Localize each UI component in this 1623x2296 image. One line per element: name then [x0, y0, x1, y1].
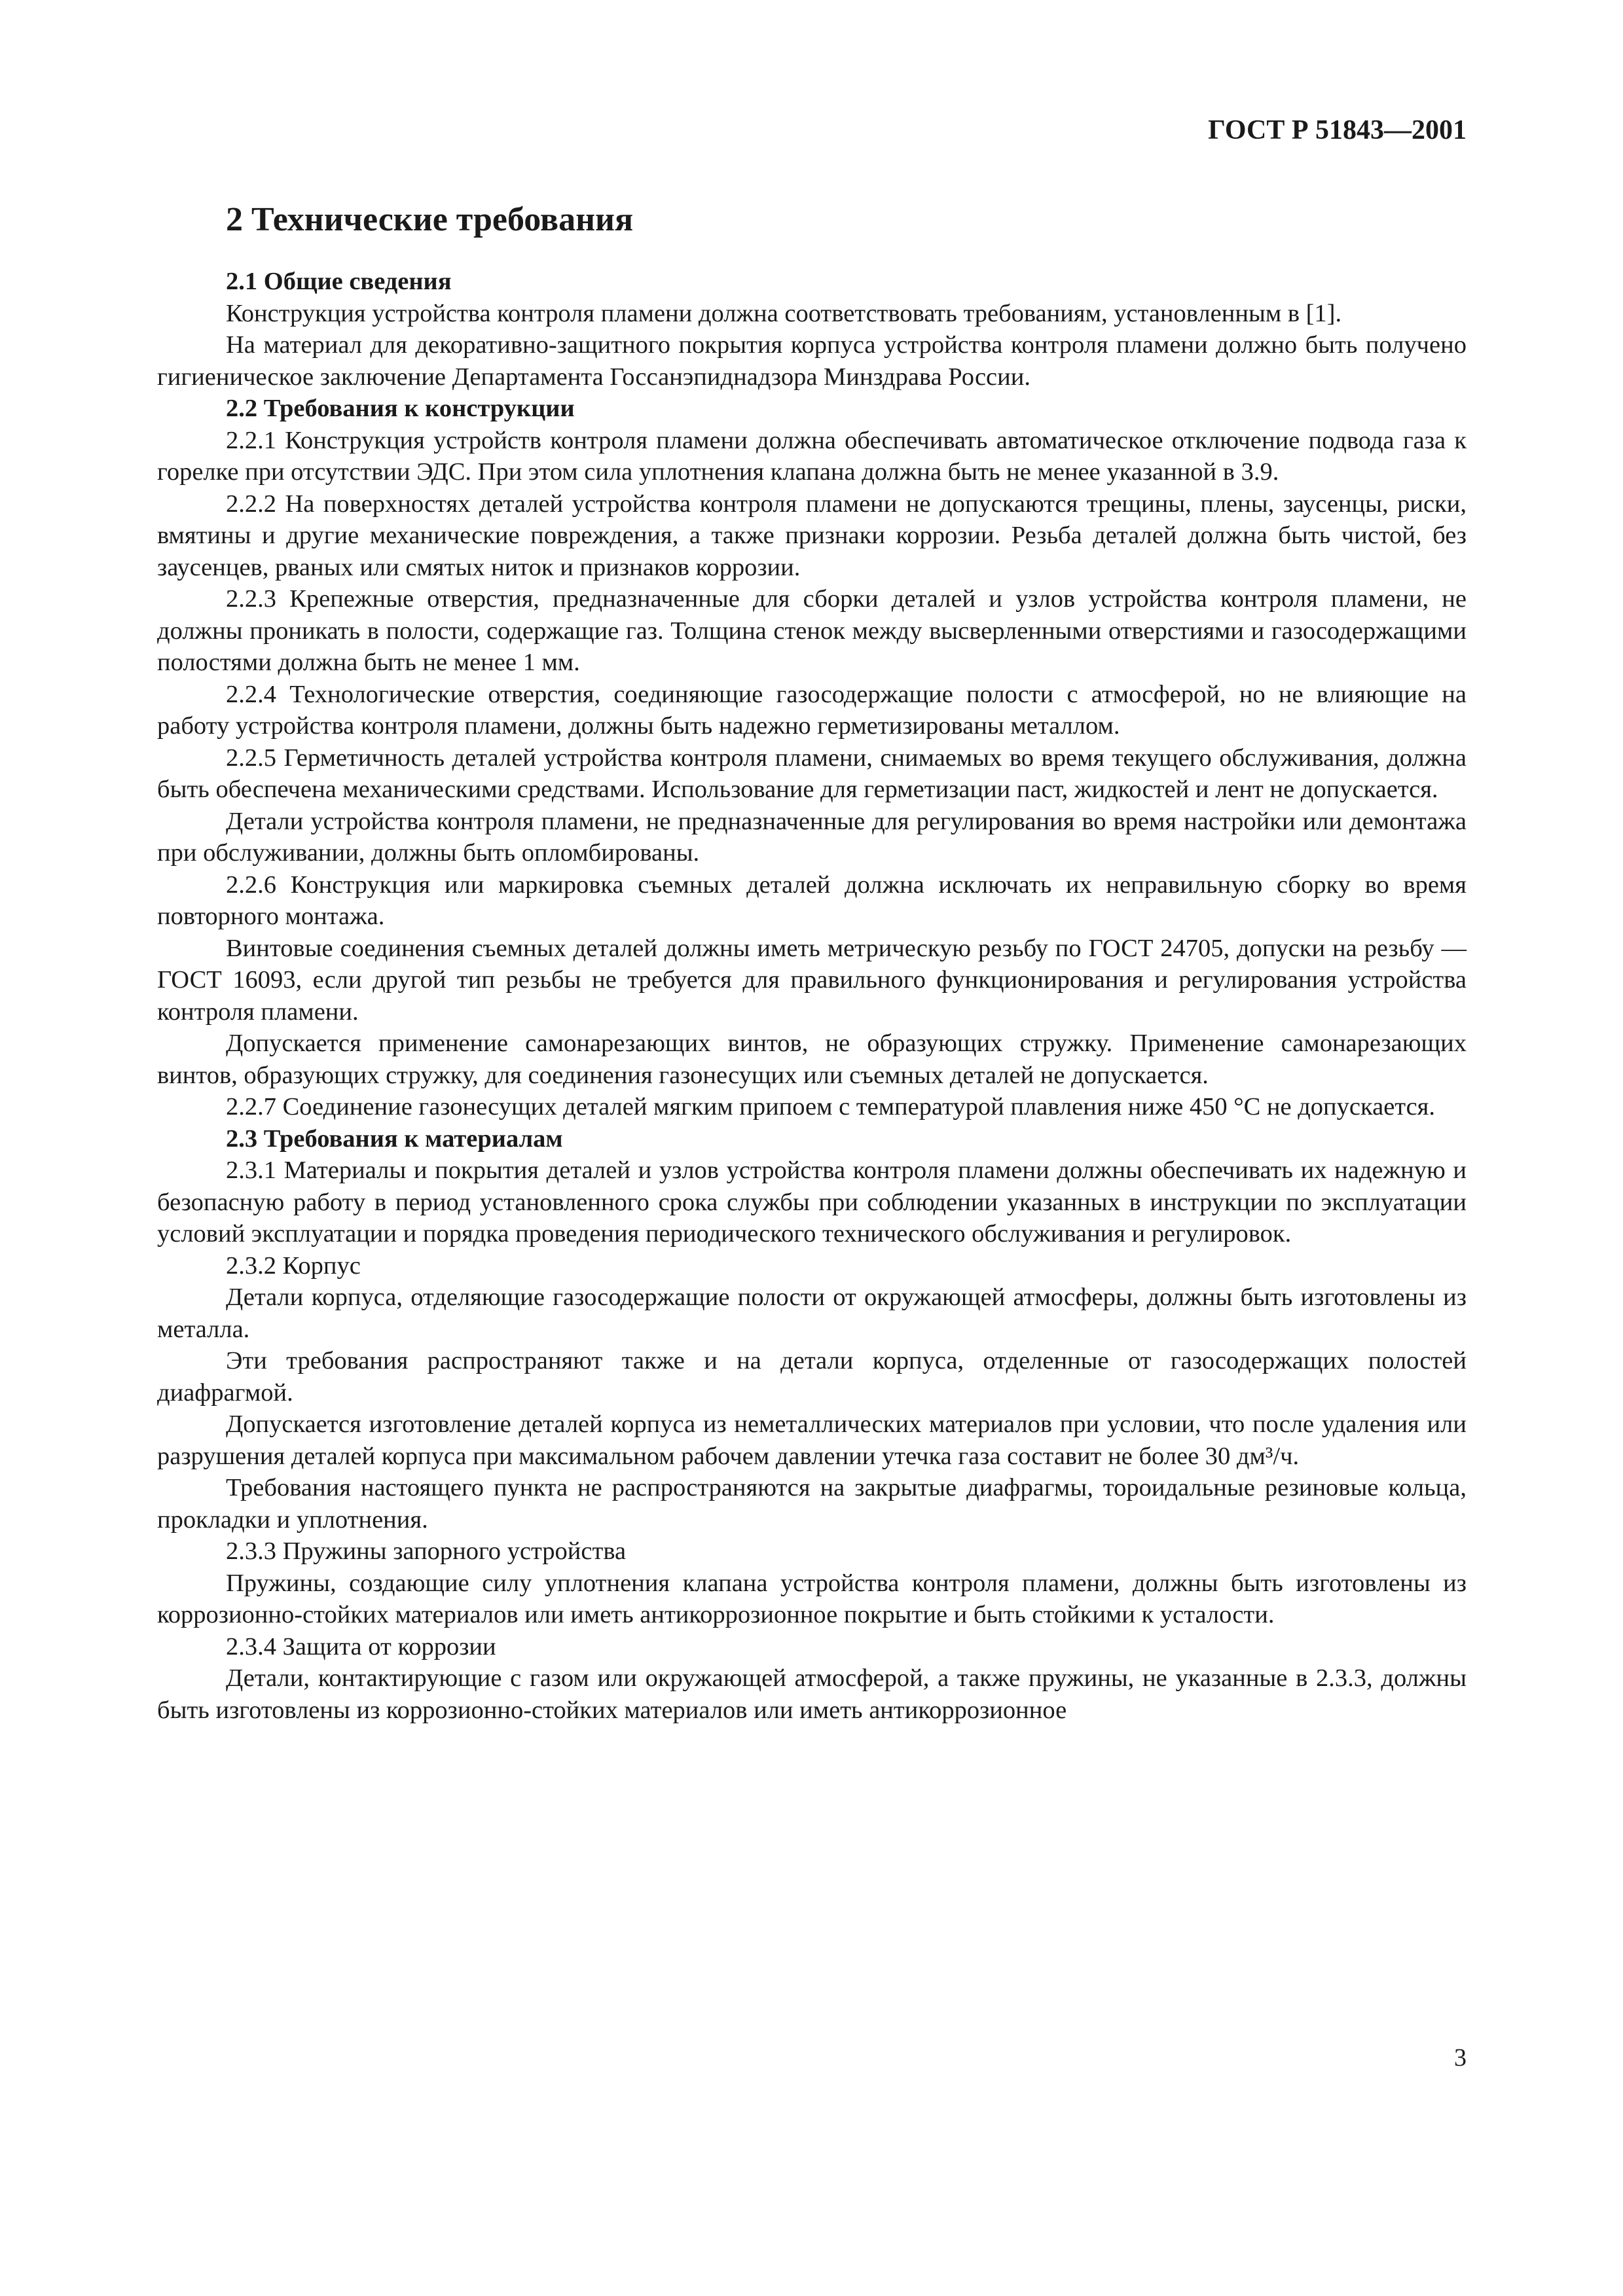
- document-id-header: ГОСТ Р 51843—2001: [1208, 115, 1467, 145]
- paragraph: 2.3.1 Материалы и покрытия деталей и узлов устройства контроля пламени должны обеспечивать их надежную и безопасную работу в период установленного срока службы при соблюдении указанных в инструкции по эксплуатации условий эксплуатации и порядка проведения периодического технического обслуживания и регулировок.: [157, 1157, 1467, 1247]
- paragraph: 2.2.4 Технологические отверстия, соединяющие газосодержащие полости с атмосферой, но не влияющие на работу устройства контроля пламени, должны быть надежно герметизированы металлом.: [157, 680, 1467, 740]
- paragraph: Эти требования распространяют также и на детали корпуса, отделенные от газосодержащих полостей диафрагмой.: [157, 1347, 1467, 1407]
- paragraph: 2.3.2 Корпус: [226, 1251, 361, 1280]
- paragraph: 2.2.6 Конструкция или маркировка съемных деталей должна исключать их неправильную сборку во время повторного монтажа.: [157, 870, 1467, 930]
- paragraph: Пружины, создающие силу уплотнения клапана устройства контроля пламени, должны быть изготовлены из коррозионно-стойких материалов или иметь антикоррозионное покрытие и быть стойкими к усталости.: [157, 1569, 1467, 1628]
- paragraph: Детали корпуса, отделяющие газосодержащие полости от окружающей атмосферы, должны быть изготовлены из металла.: [157, 1283, 1467, 1343]
- page-number: 3: [1454, 2044, 1467, 2072]
- subsection-heading: 2.2 Требования к конструкции: [226, 395, 575, 422]
- paragraph: Конструкция устройства контроля пламени должна соответствовать требованиям, установленным в [1].: [226, 299, 1342, 327]
- subsection-heading: 2.3 Требования к материалам: [226, 1124, 563, 1153]
- paragraph: 2.2.5 Герметичность деталей устройства контроля пламени, снимаемых во время текущего обслуживания, должна быть обеспечена механическими средствами. Использование для герметизации паст, жидкостей и лент не допускается.: [157, 744, 1467, 803]
- paragraph: На материал для декоративно-защитного покрытия корпуса устройства контроля пламени должно быть получено гигиеническое заключение Департамента Госсанэпиднадзора Минздрава России.: [157, 331, 1467, 391]
- paragraph: 2.2.1 Конструкция устройств контроля пламени должна обеспечивать автоматическое отключение подвода газа к горелке при отсутствии ЭДС. При этом сила уплотнения клапана должна быть не менее указанной в 3.9.: [157, 426, 1467, 486]
- subsection-heading: 2.1 Общие сведения: [226, 268, 452, 295]
- section-title: 2 Технические требования: [226, 201, 634, 238]
- paragraph: 2.3.4 Защита от коррозии: [226, 1632, 496, 1660]
- paragraph: Допускается изготовление деталей корпуса из неметаллических материалов при условии, что после удаления или разрушения деталей корпуса при максимальном рабочем давлении утечка газа составит не более 30 дм³/ч.: [157, 1410, 1467, 1470]
- paragraph: Допускается применение самонарезающих винтов, не образующих стружку. Применение самонарезающих винтов, образующих стружку, для соединения газонесущих или съемных деталей не допускается.: [157, 1030, 1467, 1089]
- paragraph: Детали устройства контроля пламени, не предназначенные для регулирования во время настройки или демонтажа при обслуживании, должны быть опломбированы.: [157, 807, 1467, 867]
- document-page: [157, 98, 1467, 1726]
- paragraph: 2.3.3 Пружины запорного устройства: [226, 1537, 627, 1565]
- section-body: [157, 266, 1467, 1726]
- paragraph: 2.2.2 На поверхностях деталей устройства контроля пламени не допускаются трещины, плены, заусенцы, риски, вмятины и другие механические повреждения, а также признаки коррозии. Резьба деталей должна быть чистой, без заусенцев, рваных или смятых ниток и признаков коррозии.: [157, 490, 1467, 581]
- paragraph: 2.2.7 Соединение газонесущих деталей мягким припоем с температурой плавления ниже 450 °С не допускается.: [226, 1093, 1436, 1121]
- paragraph: Винтовые соединения съемных деталей должны иметь метрическую резьбу по ГОСТ 24705, допуски на резьбу — ГОСТ 16093, если другой тип резьбы не требуется для правильного функционирования и регулирования устройства контроля пламени.: [157, 934, 1467, 1026]
- paragraph: 2.2.3 Крепежные отверстия, предназначенные для сборки деталей и узлов устройства контроля пламени, не должны проникать в полости, содержащие газ. Толщина стенок между высверленными отверстиями и газосодержащими полостями должна быть не менее 1 мм.: [157, 585, 1467, 676]
- paragraph: Детали, контактирующие с газом или окружающей атмосферой, а также пружины, не указанные в 2.3.3, должны быть изготовлены из коррозионно-стойких материалов или иметь антикоррозионное: [157, 1664, 1467, 1724]
- paragraph: Требования настоящего пункта не распространяются на закрытые диафрагмы, тороидальные резиновые кольца, прокладки и уплотнения.: [157, 1474, 1467, 1534]
